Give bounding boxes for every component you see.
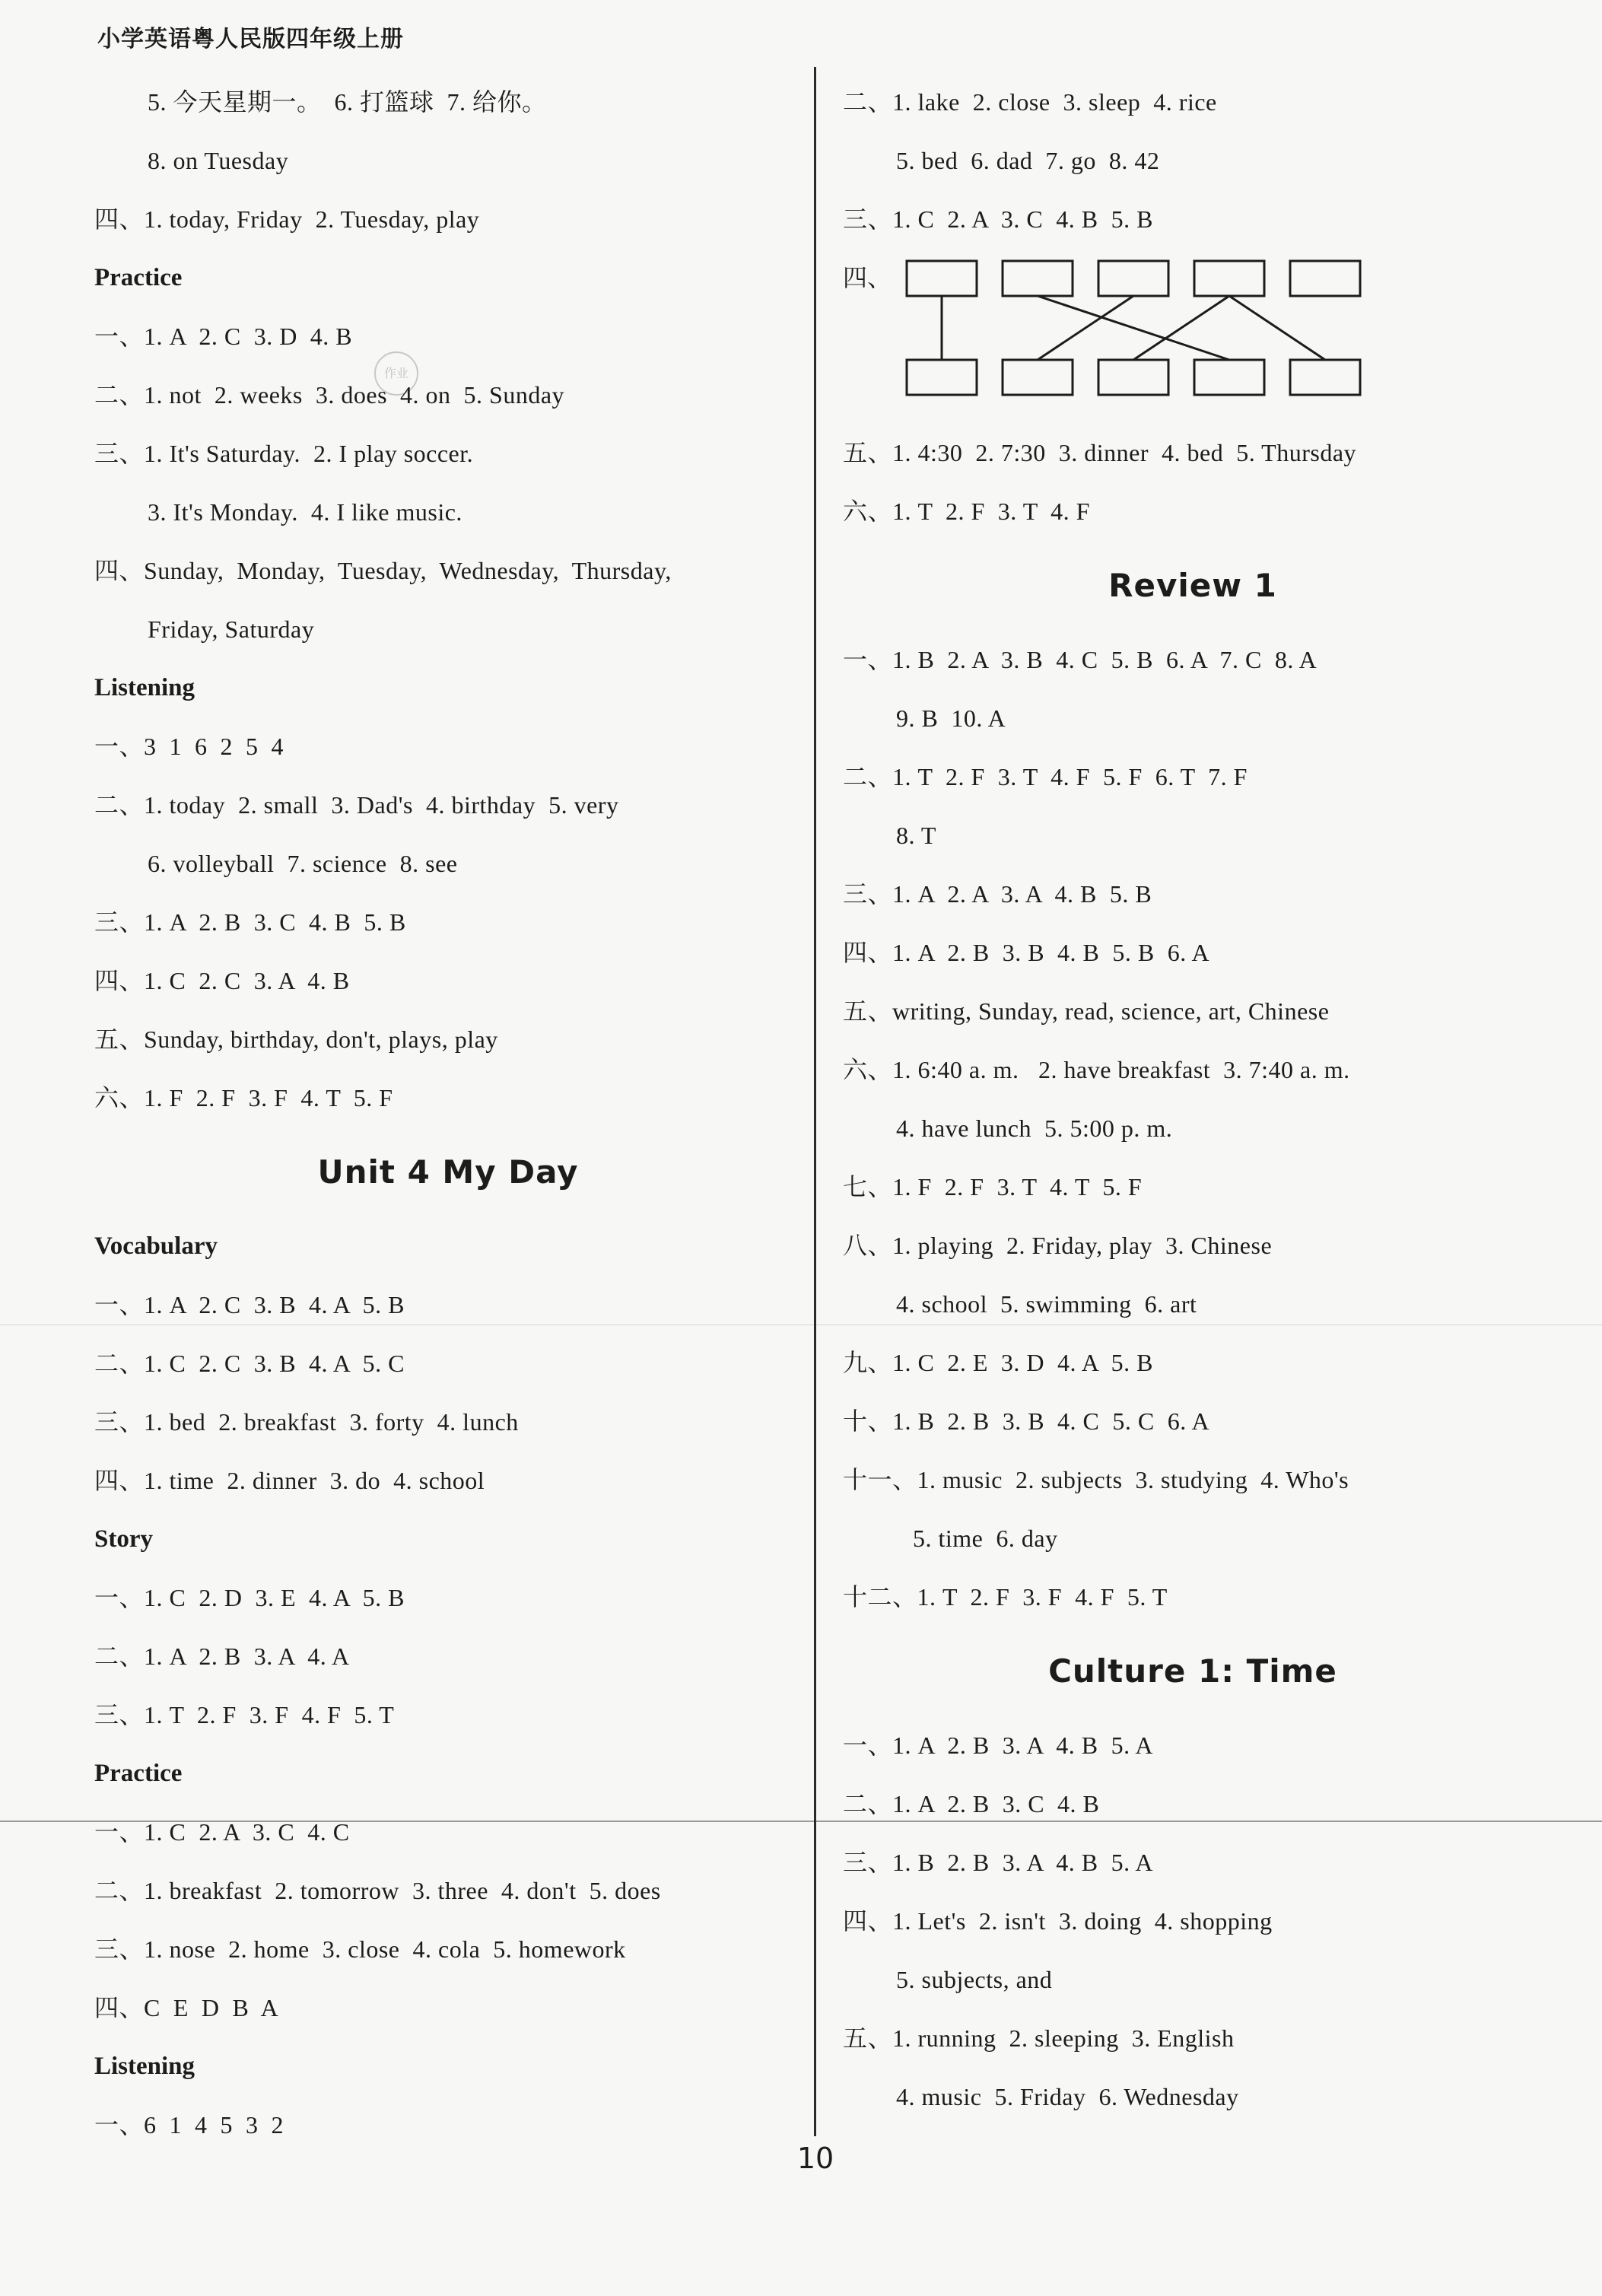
match-box <box>1290 360 1360 395</box>
answer-line: 二、1. C 2. C 3. B 4. A 5. C <box>94 1350 405 1377</box>
match-box <box>1098 360 1168 395</box>
page-header: 小学英语粤人民版四年级上册 <box>97 26 404 52</box>
answer-line: 二、1. A 2. B 3. C 4. B <box>843 1790 1100 1817</box>
answer-line: 5. bed 6. dad 7. go 8. 42 <box>896 147 1160 174</box>
answer-line: 8. T <box>896 822 936 849</box>
answer-line: 二、1. T 2. F 3. T 4. F 5. F 6. T 7. F <box>843 763 1248 790</box>
answer-line: 一、3 1 6 2 5 4 <box>94 733 284 760</box>
culture-title: Culture 1: Time <box>1048 1652 1337 1690</box>
answer-line: 九、1. C 2. E 3. D 4. A 5. B <box>843 1349 1153 1376</box>
answer-line: 三、1. B 2. B 3. A 4. B 5. A <box>843 1849 1153 1876</box>
answer-line: 四、1. C 2. C 3. A 4. B <box>94 967 350 994</box>
answer-line: Friday, Saturday <box>148 615 315 643</box>
answer-line: 一、1. A 2. B 3. A 4. B 5. A <box>843 1732 1153 1759</box>
answer-line: 4. school 5. swimming 6. art <box>896 1290 1197 1318</box>
answer-line: 四、Sunday, Monday, Tuesday, Wednesday, Thursday, <box>94 557 672 584</box>
left-column <box>94 73 802 2154</box>
answer-line: 五、1. 4:30 2. 7:30 3. dinner 4. bed 5. Thursday <box>843 439 1357 466</box>
answer-line: 8. on Tuesday <box>148 147 289 174</box>
answer-line: 六、1. T 2. F 3. T 4. F <box>843 498 1090 525</box>
answer-line: 十一、1. music 2. subjects 3. studying 4. Who's <box>843 1466 1349 1493</box>
unit-title: Unit 4 My Day <box>317 1153 579 1191</box>
matching-lines-diagram <box>896 256 1383 409</box>
answer-line: 四、1. today, Friday 2. Tuesday, play <box>94 205 480 233</box>
answer-line: 一、1. C 2. A 3. C 4. C <box>94 1818 350 1846</box>
answer-line: 一、1. C 2. D 3. E 4. A 5. B <box>94 1584 405 1611</box>
match-box <box>1003 261 1073 296</box>
section-label: Listening <box>94 2053 195 2080</box>
watermark-stamp-icon: 作业 <box>374 351 418 396</box>
answer-line: 三、1. nose 2. home 3. close 4. cola 5. homework <box>94 1935 626 1963</box>
answer-line: 3. It's Monday. 4. I like music. <box>148 498 462 526</box>
answer-line: 5. time 6. day <box>913 1525 1058 1552</box>
section-label: Practice <box>94 264 183 291</box>
answer-line: 二、1. A 2. B 3. A 4. A <box>94 1642 350 1670</box>
answer-line: 一、6 1 4 5 3 2 <box>94 2111 284 2139</box>
answer-line: 二、1. not 2. weeks 3. does 4. on 5. Sunday <box>94 381 565 409</box>
answer-line: 三、1. T 2. F 3. F 4. F 5. T <box>94 1701 395 1728</box>
answer-line: 四、1. A 2. B 3. B 4. B 5. B 6. A <box>843 939 1210 966</box>
answer-line: 一、1. A 2. C 3. B 4. A 5. B <box>94 1291 405 1318</box>
answer-line: 三、1. A 2. B 3. C 4. B 5. B <box>94 908 406 936</box>
answer-line: 9. B 10. A <box>896 704 1006 732</box>
answer-line: 二、1. breakfast 2. tomorrow 3. three 4. don't 5. does <box>94 1877 661 1904</box>
answer-line: 4. have lunch 5. 5:00 p. m. <box>896 1115 1173 1142</box>
review-title: Review 1 <box>1108 567 1277 604</box>
column-divider <box>814 67 816 2136</box>
answer-line: 二、1. today 2. small 3. Dad's 4. birthday 5. very <box>94 791 619 819</box>
answer-line: 三、1. bed 2. breakfast 3. forty 4. lunch <box>94 1408 519 1436</box>
matching-label: 四、 <box>843 264 892 291</box>
answer-line: 六、1. 6:40 a. m. 2. have breakfast 3. 7:40 a. m. <box>843 1056 1350 1083</box>
section-label: Story <box>94 1525 153 1553</box>
answer-line: 二、1. lake 2. close 3. sleep 4. rice <box>843 88 1217 116</box>
answer-line: 四、C E D B A <box>94 1994 279 2021</box>
answer-line: 三、1. It's Saturday. 2. I play soccer. <box>94 440 474 467</box>
answer-line: 八、1. playing 2. Friday, play 3. Chinese <box>843 1232 1273 1259</box>
answer-line: 三、1. A 2. A 3. A 4. B 5. B <box>843 880 1152 908</box>
answer-line: 十二、1. T 2. F 3. F 4. F 5. T <box>843 1583 1168 1611</box>
page-number: 10 <box>796 2142 834 2175</box>
answer-line: 五、Sunday, birthday, don't, plays, play <box>94 1026 498 1053</box>
match-line <box>1229 296 1325 360</box>
answer-line: 六、1. F 2. F 3. F 4. T 5. F <box>94 1084 393 1111</box>
answer-line: 一、1. A 2. C 3. D 4. B <box>94 323 353 350</box>
match-line <box>1038 296 1229 360</box>
answer-line: 一、1. B 2. A 3. B 4. C 5. B 6. A 7. C 8. A <box>843 646 1318 673</box>
section-label: Vocabulary <box>94 1232 218 1260</box>
answer-line: 5. subjects, and <box>896 1966 1053 1993</box>
matching-diagram <box>843 249 1543 424</box>
match-box <box>1194 360 1264 395</box>
answer-line: 四、1. time 2. dinner 3. do 4. school <box>94 1467 485 1494</box>
answer-line: 5. 今天星期一。 6. 打篮球 7. 给你。 <box>148 88 547 116</box>
section-label: Listening <box>94 674 195 701</box>
answer-line: 五、1. running 2. sleeping 3. English <box>843 2024 1235 2052</box>
answer-line: 五、writing, Sunday, read, science, art, Chinese <box>843 997 1330 1025</box>
answer-line: 4. music 5. Friday 6. Wednesday <box>896 2083 1239 2110</box>
match-line <box>1133 296 1229 360</box>
match-line <box>1038 296 1133 360</box>
section-label: Practice <box>94 1760 183 1787</box>
match-box <box>907 261 977 296</box>
match-box <box>1003 360 1073 395</box>
answer-line: 6. volleyball 7. science 8. see <box>148 850 458 877</box>
match-box <box>1098 261 1168 296</box>
match-box <box>907 360 977 395</box>
match-box <box>1290 261 1360 296</box>
answer-line: 三、1. C 2. A 3. C 4. B 5. B <box>843 205 1153 233</box>
match-box <box>1194 261 1264 296</box>
answer-line: 四、1. Let's 2. isn't 3. doing 4. shopping <box>843 1907 1273 1935</box>
answer-line: 七、1. F 2. F 3. T 4. T 5. F <box>843 1173 1143 1200</box>
right-column <box>843 73 1543 2126</box>
answer-line: 十、1. B 2. B 3. B 4. C 5. C 6. A <box>843 1407 1210 1435</box>
